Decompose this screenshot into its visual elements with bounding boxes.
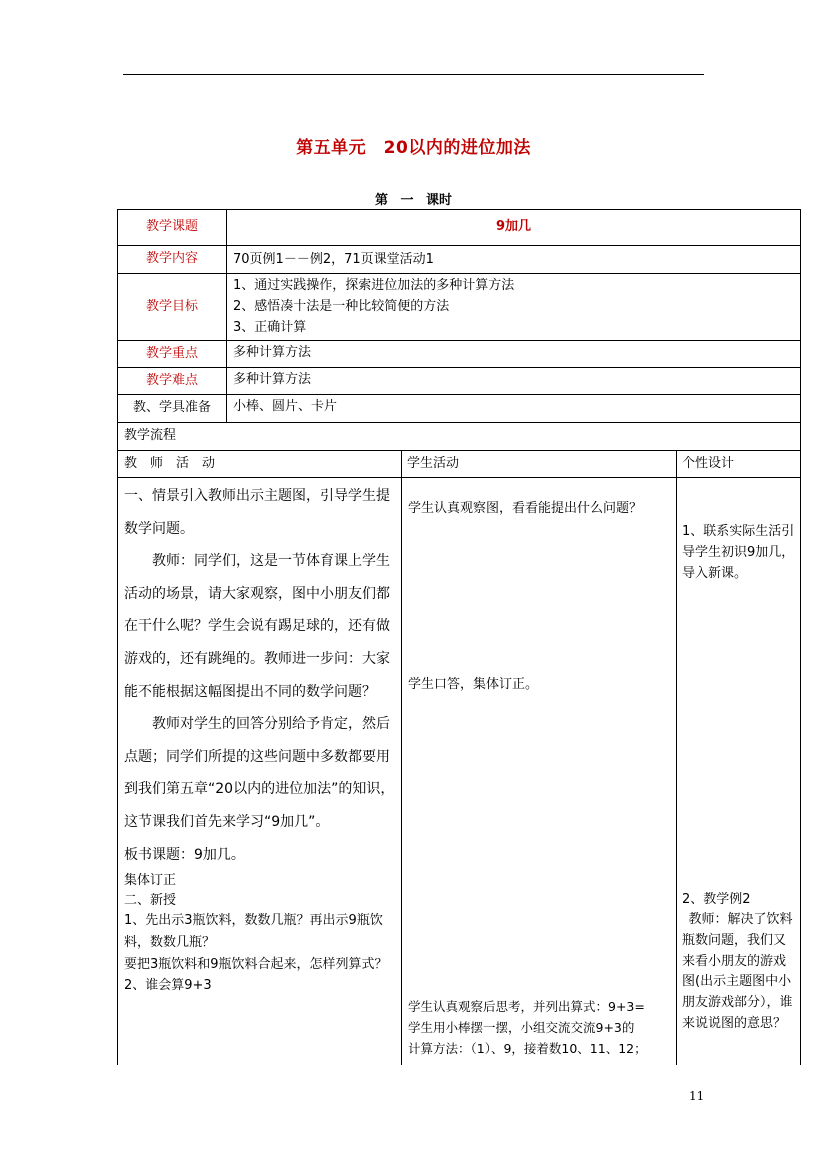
- teacher-paragraph: 板书课题：9加几。: [124, 846, 245, 863]
- column-personal: 个性设计: [682, 456, 735, 471]
- label-objectives: 教学目标: [145, 298, 198, 314]
- column-teacher: 教 师 活 动: [124, 456, 216, 471]
- teacher-paragraph: 一、情景引入教师出示主题图，引导学生提数学问题。: [124, 488, 390, 537]
- page-number: 11: [689, 1089, 705, 1103]
- lesson-objectives: [227, 274, 800, 340]
- label-content: 教学内容: [145, 251, 198, 267]
- objective-item: 3、正确计算: [233, 320, 307, 335]
- student-item: 学生用小棒摆一摆，小组交流交流9+3的: [408, 1020, 635, 1035]
- label-key-point: 教学重点: [145, 345, 198, 361]
- teacher-line: 集体订正: [124, 873, 177, 889]
- flow-label: 教学流程: [124, 428, 177, 443]
- personal-note: 2、教学例2: [682, 892, 751, 907]
- personal-note: 教师：解决了饮料瓶数问题，我们又来看小朋友的游戏图(出示主题图中小朋友游戏部分），谁来说说图的意思？: [682, 912, 793, 1031]
- student-item: 学生口答，集体订正。: [408, 677, 539, 692]
- lesson-number: 第 一 课时: [374, 193, 453, 208]
- label-difficulty: 教学难点: [145, 372, 198, 388]
- teacher-line: 1、先出示3瓶饮料，数数几瓶？再出示9瓶饮料，数数几瓶？: [124, 912, 383, 950]
- teacher-line: 2、谁会算9+3: [124, 977, 212, 993]
- teacher-paragraph: 教师对学生的回答分别给予肯定，然后点题；同学们所提的这些问题中多数都要用到我们第五章“20以内的进位加法”的知识，这节课我们首先来学习“9加几”。: [124, 716, 395, 830]
- unit-title: 第五单元 20以内的进位加法: [296, 138, 531, 158]
- objective-item: 2、感悟凑十法是一种比较简便的方法: [233, 299, 450, 314]
- column-student: 学生活动: [407, 456, 460, 471]
- lesson-content: 70页例1－－例2，71页课堂活动1: [233, 252, 434, 267]
- student-item: 学生认真观察后思考，并列出算式：9+3=: [408, 999, 645, 1014]
- student-item: 计算方法：（1）、9，接着数10、11、12；: [408, 1041, 647, 1056]
- teacher-activity: [124, 480, 396, 1060]
- label-topic: 教学课题: [145, 219, 198, 235]
- objective-item: 1、通过实践操作，探索进位加法的多种计算方法: [233, 278, 515, 293]
- teacher-paragraph: 教师：同学们，这是一节体育课上学生活动的场景，请大家观察，图中小朋友们都在干什么呢？学生会说有踢足球的，还有做游戏的，还有跳绳的。教师进一步问：大家能不能根据这幅图提出不同的数学问题？: [124, 553, 390, 700]
- teacher-line: 要把3瓶饮料和9瓶饮料合起来，怎样列算式？: [124, 956, 388, 972]
- header-rule: [123, 74, 704, 75]
- label-materials: 教、学具准备: [132, 400, 211, 416]
- key-point: 多种计算方法: [233, 345, 312, 360]
- difficulty: 多种计算方法: [233, 372, 312, 387]
- student-item: 学生认真观察图，看看能提出什么问题？: [408, 501, 643, 516]
- materials: 小棒、圆片、卡片: [233, 399, 338, 414]
- personal-note: 1、联系实际生活引导学生初识9加几，导入新课。: [682, 524, 795, 581]
- lesson-topic: 9加几: [495, 219, 532, 235]
- teacher-line: 二、新授: [124, 892, 177, 908]
